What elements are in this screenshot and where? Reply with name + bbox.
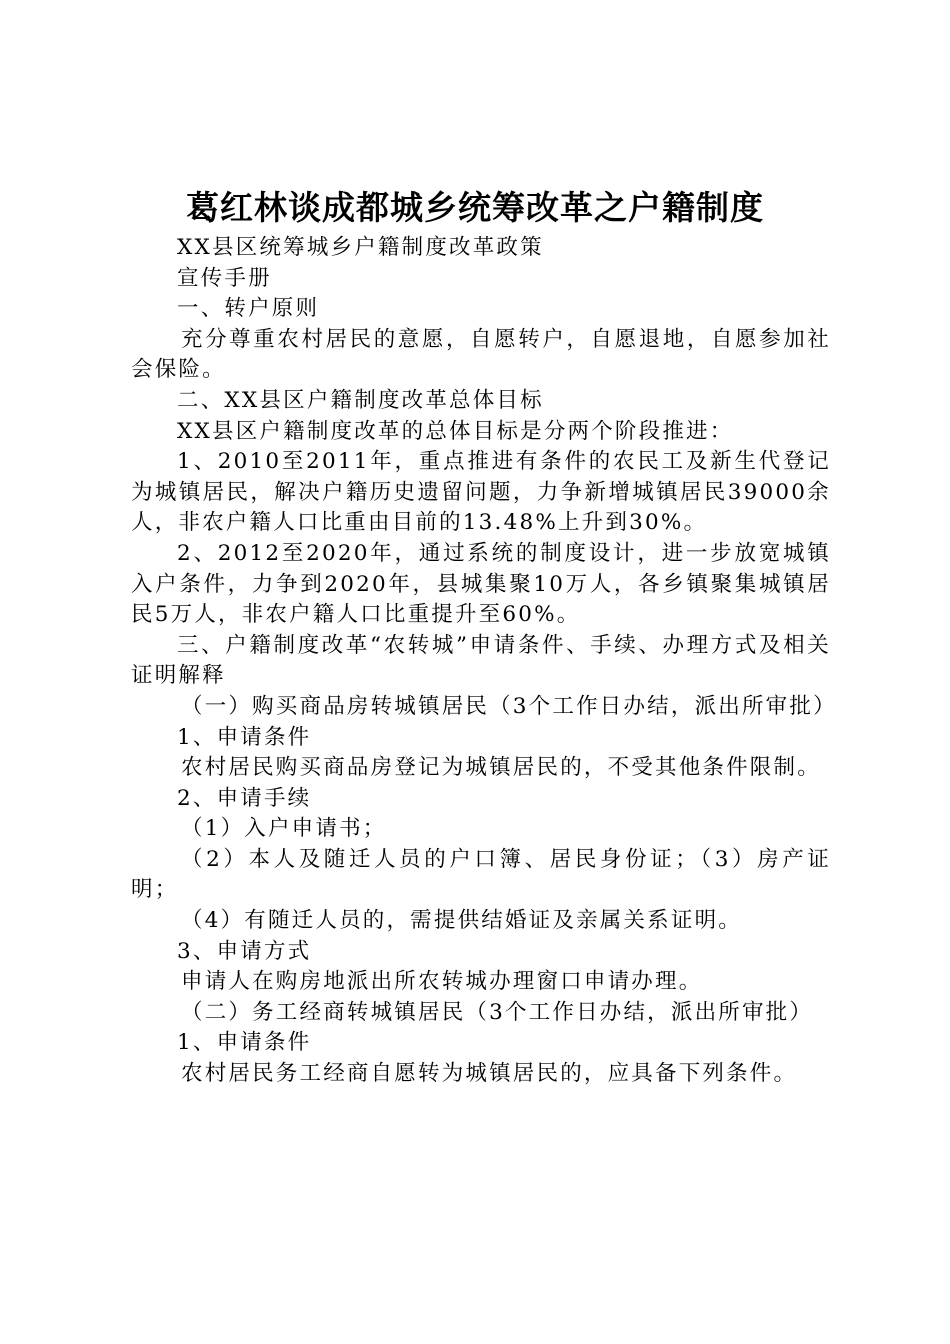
subsection-heading: （二）务工经商转城镇居民（3个工作日办结，派出所审批） (181, 999, 814, 1025)
paragraph: 充分尊重农村居民的意愿，自愿转户，自愿退地，自愿参加社会保险。 (131, 326, 831, 383)
list-item: （4）有随迁人员的，需提供结婚证及亲属关系证明。 (181, 908, 742, 934)
list-item: （2）本人及随迁人员的户口簿、居民身份证；（3）房产证明； (131, 846, 831, 903)
paragraph: 宣传手册 (177, 265, 272, 291)
section-heading: 二、XX县区户籍制度改革总体目标 (177, 387, 544, 413)
list-item: （1）入户申请书； (181, 816, 387, 842)
section-heading: 三、户籍制度改革“农转城”申请条件、手续、办理方式及相关证明解释 (131, 632, 831, 689)
paragraph: 农村居民务工经商自愿转为城镇居民的，应具备下列条件。 (181, 1061, 798, 1087)
paragraph: 2、2012至2020年，通过系统的制度设计，进一步放宽城镇入户条件，力争到2020年，县城集聚10万人，各乡镇聚集城镇居民5万人，非农户籍人口比重提升至60%。 (131, 540, 831, 628)
subsection-heading: （一）购买商品房转城镇居民（3个工作日办结，派出所审批） (181, 693, 837, 719)
section-heading: 一、转户原则 (177, 296, 320, 322)
document-body (131, 233, 837, 1090)
item-heading: 3、申请方式 (177, 938, 312, 964)
item-heading: 1、申请条件 (177, 1030, 312, 1056)
paragraph: 申请人在购房地派出所农转城办理窗口申请办理。 (181, 969, 703, 995)
paragraph: XX县区户籍制度改革的总体目标是分两个阶段推进： (177, 418, 734, 444)
paragraph: XX县区统筹城乡户籍制度改革政策 (177, 235, 544, 260)
paragraph: 1、2010至2011年，重点推进有条件的农民工及新生代登记为城镇居民，解决户籍历史遗留问题，力争新增城镇居民39000余人，非农户籍人口比重由目前的13.48%上升到30%。 (131, 449, 831, 536)
document-title: 葛红林谈成都城乡统筹改革之户籍制度 (186, 188, 764, 227)
item-heading: 2、申请手续 (177, 785, 312, 811)
item-heading: 1、申请条件 (177, 724, 312, 750)
paragraph: 农村居民购买商品房登记为城镇居民的，不受其他条件限制。 (181, 755, 821, 781)
